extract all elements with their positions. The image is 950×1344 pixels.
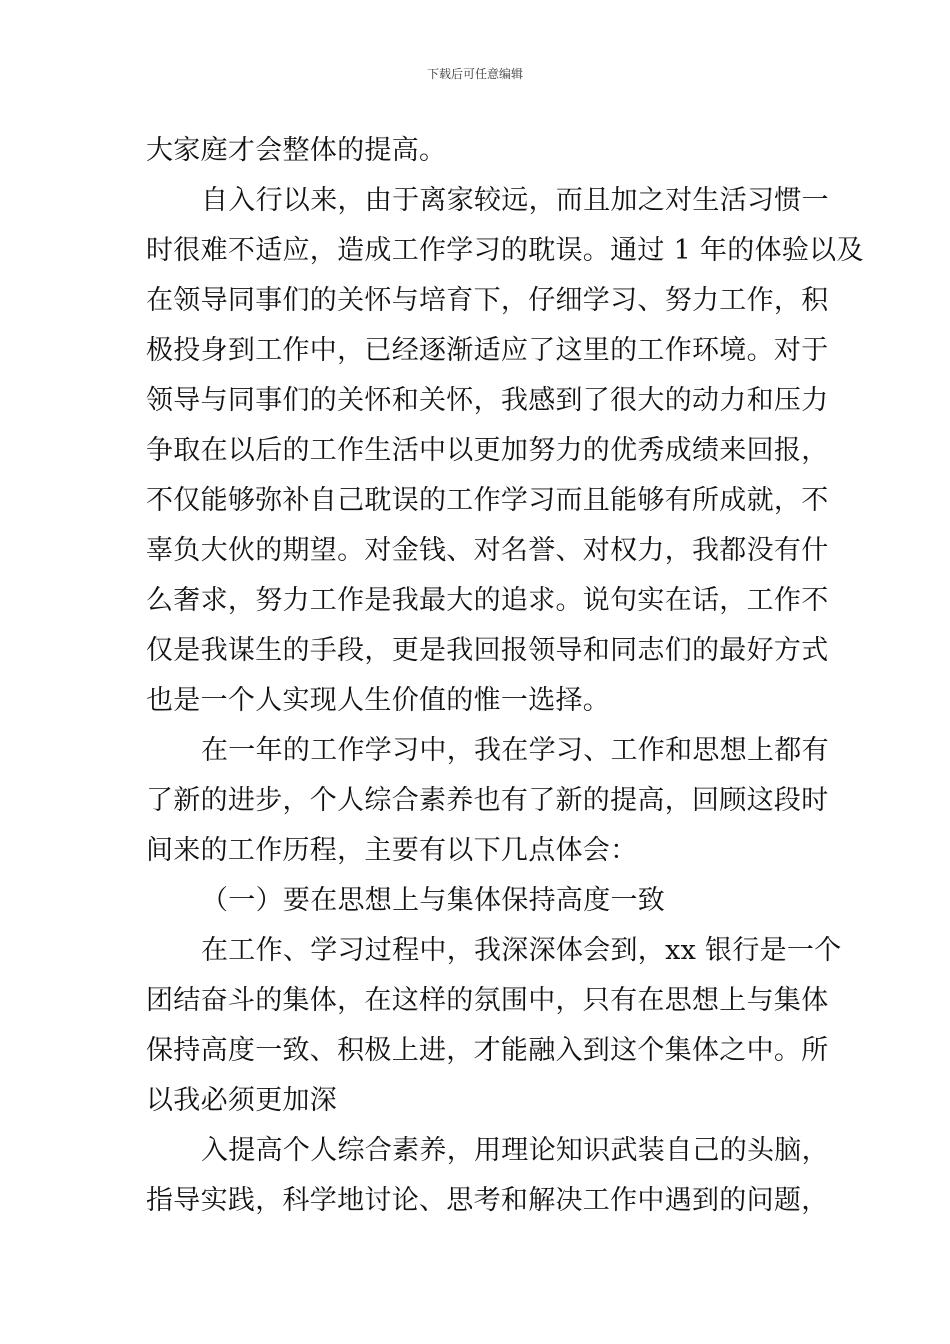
text-line: 不仅能够弥补自己耽误的工作学习而且能够有所成就，不 [146, 485, 829, 516]
text-line: 时很难不适应，造成工作学习的耽误。通过 1 年的体验以及 [146, 235, 864, 266]
text-line: 也是一个人实现人生价值的惟一选择。 [146, 685, 611, 716]
page-header-note: 下载后可任意编辑 [426, 67, 523, 81]
text-line: 在工作、学习过程中，我深深体会到，xx 银行是一个 [201, 935, 842, 966]
text-line: 争取在以后的工作生活中以更加努力的优秀成绩来回报， [146, 435, 829, 466]
text-line: 保持高度一致、积极上进，才能融入到这个集体之中。所 [146, 1035, 829, 1066]
section-heading: （一）要在思想上与集体保持高度一致 [201, 885, 666, 916]
text-line: 自入行以来，由于离家较远，而且加之对生活习惯一 [201, 185, 829, 216]
text-line: 了新的进步，个人综合素养也有了新的提高，回顾这段时 [146, 785, 829, 816]
text-line: 团结奋斗的集体，在这样的氛围中，只有在思想上与集体 [146, 985, 829, 1016]
text-line: 在一年的工作学习中，我在学习、工作和思想上都有 [201, 735, 829, 766]
text-line: 仅是我谋生的手段，更是我回报领导和同志们的最好方式 [146, 635, 829, 666]
text-line: 入提高个人综合素养，用理论知识武装自己的头脑， [201, 1135, 829, 1166]
text-line: 辜负大伙的期望。对金钱、对名誉、对权力，我都没有什 [146, 535, 829, 566]
document-body [146, 126, 864, 1226]
text-line: 极投身到工作中，已经逐渐适应了这里的工作环境。对于 [146, 335, 829, 366]
text-line: 在领导同事们的关怀与培育下，仔细学习、努力工作，积 [146, 285, 829, 316]
text-line: 指导实践，科学地讨论、思考和解决工作中遇到的问题， [146, 1185, 829, 1216]
text-line: 大家庭才会整体的提高。 [146, 135, 447, 166]
text-line: 么奢求，努力工作是我最大的追求。说句实在话，工作不 [146, 585, 829, 616]
text-line: 以我必须更加深 [146, 1085, 338, 1116]
text-line: 间来的工作历程，主要有以下几点体会： [146, 835, 638, 866]
text-line: 领导与同事们的关怀和关怀，我感到了很大的动力和压力 [146, 385, 829, 416]
